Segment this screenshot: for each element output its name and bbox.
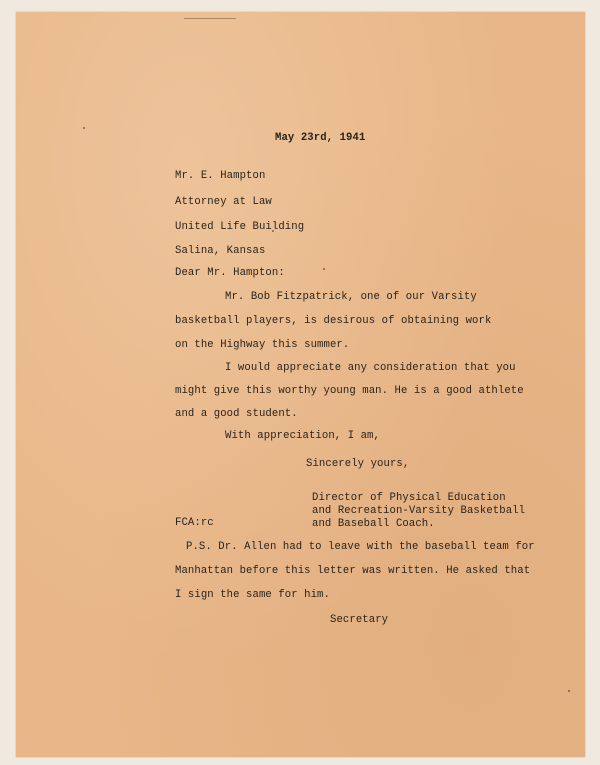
paper-speck: [83, 127, 85, 129]
recipient-name: Mr. E. Hampton: [175, 170, 266, 182]
body-line: Mr. Bob Fitzpatrick, one of our Varsity: [225, 291, 477, 303]
recipient-building: United Life Building: [175, 221, 305, 233]
postscript-line: I sign the same for him.: [175, 589, 330, 601]
body-line: basketball players, is desirous of obtaining work: [175, 315, 492, 327]
letter-date: May 23rd, 1941: [275, 132, 366, 144]
body-line: and a good student.: [175, 408, 298, 420]
paper-speck: [568, 690, 570, 692]
body-line: on the Highway this summer.: [175, 339, 350, 351]
postscript-line: Manhattan before this letter was written. He asked that: [175, 565, 531, 577]
closing: Sincerely yours,: [306, 458, 410, 470]
body-line: With appreciation, I am,: [225, 430, 380, 442]
signature-line: Director of Physical Education: [312, 492, 506, 504]
paper-speck: [323, 268, 325, 270]
signature-line: and Recreation-Varsity Basketball: [312, 505, 526, 517]
letter-page: [16, 12, 585, 757]
typist-initials: FCA:rc: [175, 517, 214, 529]
recipient-title: Attorney at Law: [175, 196, 272, 208]
salutation: Dear Mr. Hampton:: [175, 267, 285, 279]
ps-signoff: Secretary: [330, 614, 389, 626]
postscript-line: P.S. Dr. Allen had to leave with the baseball team for: [186, 541, 535, 553]
body-line: I would appreciate any consideration that you: [225, 362, 516, 374]
body-line: might give this worthy young man. He is a good athlete: [175, 385, 524, 397]
pencil-mark: [184, 18, 236, 19]
signature-line: and Baseball Coach.: [312, 518, 435, 530]
recipient-city: Salina, Kansas: [175, 245, 266, 257]
